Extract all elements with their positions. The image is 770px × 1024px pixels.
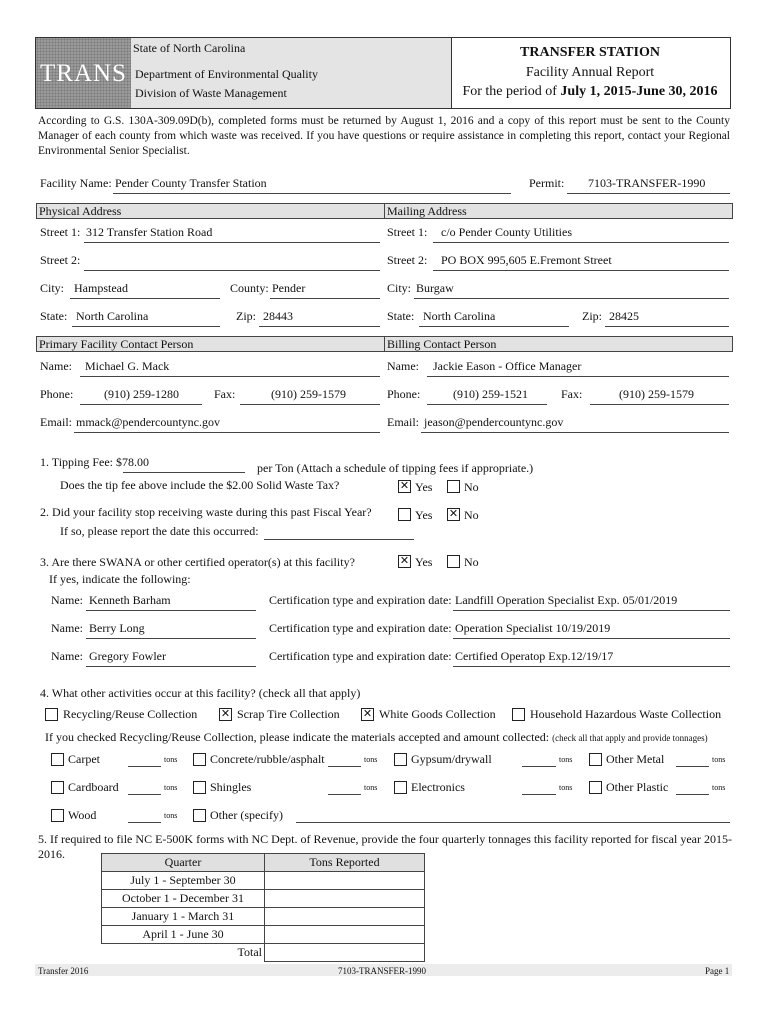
activity-white-goods-label: White Goods Collection (379, 707, 496, 721)
header-right-box (450, 37, 731, 109)
tons-unit: tons (559, 755, 573, 764)
phys-zip-value[interactable]: 28443 (263, 309, 293, 323)
material-concrete-checkbox[interactable] (193, 753, 206, 766)
col-tons: Tons Reported (265, 854, 425, 872)
phys-city-value[interactable]: Hampstead (74, 281, 128, 295)
mail-city-value[interactable]: Burgaw (416, 281, 454, 295)
material-electronics-label: Electronics (411, 780, 465, 794)
tons-unit: tons (164, 811, 178, 820)
form-title: TRANSFER STATION (520, 45, 660, 60)
state-title: State of North Carolina (133, 41, 246, 55)
tons-unit: tons (712, 755, 726, 764)
billing-email-value[interactable]: jeason@pendercountync.gov (424, 415, 564, 429)
facility-name-value[interactable]: Pender County Transfer Station (115, 176, 267, 190)
q2-question: 2. Did your facility stop receiving waste during this past Fiscal Year? (40, 505, 372, 519)
billing-phone-value[interactable]: (910) 259-1521 (453, 387, 528, 401)
tons-cell[interactable] (265, 926, 425, 944)
tons-unit: tons (364, 783, 378, 792)
phys-county-value[interactable]: Pender (272, 281, 306, 295)
quarter-label: April 1 - June 30 (102, 926, 265, 944)
material-other-plastic-label: Other Plastic (606, 780, 669, 794)
material-other-metal-checkbox[interactable] (589, 753, 602, 766)
primary-email-label: Email: (40, 415, 72, 429)
operator-cert-label: Certification type and expiration date: (269, 649, 452, 663)
phys-street2-label: Street 2: (40, 253, 81, 267)
activity-hhw-label: Household Hazardous Waste Collection (530, 707, 722, 721)
report-period: For the period of July 1, 2015-June 30, 2016 (462, 84, 718, 99)
intro-paragraph: According to G.S. 130A-309.09D(b), completed forms must be returned by August 1, 2016 and a copy of this report must be sent to the County Manager of each county from which waste was received. If you have questions or require assistance in completing this report, contact your Regional Environmental Senior Specialist. (38, 115, 730, 157)
col-quarter: Quarter (102, 854, 265, 872)
recycle-prompt: If you checked Recycling/Reuse Collection, please indicate the materials accepted and amount collected: (check all that apply and provide tonnages) (45, 730, 708, 744)
material-concrete-label: Concrete/rubble/asphalt (210, 752, 325, 766)
material-other-label: Other (specify) (210, 808, 283, 822)
mail-street1-value[interactable]: c/o Pender County Utilities (441, 225, 572, 239)
material-cardboard-checkbox[interactable] (51, 781, 64, 794)
tons-cell[interactable] (265, 908, 425, 926)
activity-recycling-checkbox[interactable] (45, 708, 58, 721)
operator-cert-label: Certification type and expiration date: (269, 593, 452, 607)
material-wood-checkbox[interactable] (51, 809, 64, 822)
material-electronics-checkbox[interactable] (394, 781, 407, 794)
mailing-address-header: Mailing Address (384, 203, 733, 219)
total-label: Total (102, 944, 265, 962)
material-gypsum-checkbox[interactable] (394, 753, 407, 766)
permit-value[interactable]: 7103-TRANSFER-1990 (588, 176, 706, 190)
billing-email-label: Email: (387, 415, 419, 429)
mail-state-label: State: (387, 309, 415, 323)
q3-question: 3. Are there SWANA or other certified operator(s) at this facility? (40, 555, 355, 569)
tons-unit: tons (712, 783, 726, 792)
tons-cell[interactable] (265, 872, 425, 890)
q3-no-label: No (464, 555, 479, 569)
operator-cert[interactable]: Operation Specialist 10/19/2019 (455, 621, 611, 635)
q1-no-checkbox[interactable] (447, 480, 460, 493)
trans-logo-text: TRANS (40, 60, 127, 87)
primary-fax-label: Fax: (214, 387, 236, 401)
trans-logo (36, 38, 131, 108)
table-row (102, 872, 425, 890)
table-row (102, 890, 425, 908)
q4-question: 4. What other activities occur at this facility? (check all that apply) (40, 686, 361, 700)
operator-name-label: Name: (51, 621, 83, 635)
mail-city-label: City: (387, 281, 412, 295)
q3-sub: If yes, indicate the following: (49, 572, 191, 586)
q5-question: 5. If required to file NC E-500K forms with NC Dept. of Revenue, provide the four quarterly tonnages this facility reported for fiscal year 2015-2016. (38, 832, 732, 861)
tons-unit: tons (164, 755, 178, 764)
operator-name[interactable]: Gregory Fowler (89, 649, 166, 663)
table-row (102, 908, 425, 926)
activity-scrap-tire-label: Scrap Tire Collection (237, 707, 340, 721)
phys-county-label: County: (230, 281, 269, 295)
activity-white-goods-checkbox[interactable]: ✕ (362, 707, 373, 720)
billing-name-label: Name: (387, 359, 419, 373)
mail-state-value[interactable]: North Carolina (423, 309, 496, 323)
material-carpet-label: Carpet (68, 752, 100, 766)
activity-scrap-tire-checkbox[interactable]: ✕ (220, 707, 231, 720)
operator-cert[interactable]: Certified Operatop Exp.12/19/17 (455, 649, 614, 663)
phys-zip-label: Zip: (236, 309, 256, 323)
q2-yes-label: Yes (415, 508, 433, 522)
mail-zip-label: Zip: (582, 309, 602, 323)
primary-phone-value[interactable]: (910) 259-1280 (104, 387, 179, 401)
mail-street2-value[interactable]: PO BOX 995,605 E.Fremont Street (441, 253, 612, 267)
facility-name-label: Facility Name: (40, 176, 112, 190)
total-cell[interactable] (265, 944, 425, 962)
q1-tipping-fee: 1. Tipping Fee: $78.00 (40, 455, 150, 469)
operator-cert[interactable]: Landfill Operation Specialist Exp. 05/01/2019 (455, 593, 678, 607)
material-other-checkbox[interactable] (193, 809, 206, 822)
q2-no-label: No (464, 508, 479, 522)
tons-cell[interactable] (265, 890, 425, 908)
q3-yes-label: Yes (415, 555, 433, 569)
billing-contact-header: Billing Contact Person (384, 336, 733, 352)
quarter-label: October 1 - December 31 (102, 890, 265, 908)
q2-sub: If so, please report the date this occurred: (60, 524, 259, 538)
q2-no-checkbox[interactable]: ✕ (448, 507, 459, 520)
quarter-label: July 1 - September 30 (102, 872, 265, 890)
phys-state-value[interactable]: North Carolina (76, 309, 149, 323)
operator-name[interactable]: Kenneth Barham (89, 593, 171, 607)
quarter-label: January 1 - March 31 (102, 908, 265, 926)
operator-name-label: Name: (51, 649, 83, 663)
activity-hhw-checkbox[interactable] (512, 708, 525, 721)
material-carpet-checkbox[interactable] (51, 753, 64, 766)
mail-street2-label: Street 2: (387, 253, 428, 267)
operator-cert-label: Certification type and expiration date: (269, 621, 452, 635)
primary-phone-label: Phone: (40, 387, 74, 401)
material-other-metal-label: Other Metal (606, 752, 665, 766)
phys-street1-value[interactable]: 312 Transfer Station Road (86, 225, 213, 239)
billing-name-value[interactable]: Jackie Eason - Office Manager (433, 359, 582, 373)
operator-name-label: Name: (51, 593, 83, 607)
material-shingles-checkbox[interactable] (193, 781, 206, 794)
primary-name-value[interactable]: Michael G. Mack (85, 359, 170, 373)
primary-name-label: Name: (40, 359, 72, 373)
q3-yes-checkbox[interactable]: ✕ (399, 554, 410, 567)
dept-title: Department of Environmental Quality (135, 67, 318, 81)
material-shingles-label: Shingles (210, 780, 252, 794)
material-gypsum-label: Gypsum/drywall (411, 752, 492, 766)
q3-no-checkbox[interactable] (447, 555, 460, 568)
primary-contact-header: Primary Facility Contact Person (36, 336, 385, 352)
footer-left: Transfer 2016 (38, 966, 89, 976)
phys-city-label: City: (40, 281, 65, 295)
material-other-plastic-checkbox[interactable] (589, 781, 602, 794)
billing-fax-label: Fax: (561, 387, 583, 401)
q1-yes-label: Yes (415, 480, 433, 494)
tons-unit: tons (364, 755, 378, 764)
table-row (102, 926, 425, 944)
material-wood-label: Wood (68, 808, 97, 822)
material-cardboard-label: Cardboard (68, 780, 119, 794)
primary-email-value[interactable]: mmack@pendercountync.gov (76, 415, 221, 429)
table-row (102, 944, 425, 962)
division-title: Division of Waste Management (135, 86, 287, 100)
billing-fax-value[interactable]: (910) 259-1579 (619, 387, 694, 401)
physical-address-header: Physical Address (36, 203, 385, 219)
mail-street1-label: Street 1: (387, 225, 428, 239)
activity-recycling-label: Recycling/Reuse Collection (63, 707, 198, 721)
billing-phone-label: Phone: (387, 387, 421, 401)
tons-unit: tons (559, 783, 573, 792)
q1-yes-checkbox[interactable]: ✕ (399, 479, 410, 492)
mail-zip-value[interactable]: 28425 (609, 309, 639, 323)
phys-state-label: State: (40, 309, 68, 323)
q1-no-label: No (464, 480, 479, 494)
phys-street1-label: Street 1: (40, 225, 81, 239)
tons-unit: tons (164, 783, 178, 792)
operator-name[interactable]: Berry Long (89, 621, 145, 635)
footer-center: 7103-TRANSFER-1990 (338, 966, 427, 976)
permit-label: Permit: (529, 176, 565, 190)
form-subtitle: Facility Annual Report (525, 65, 655, 80)
primary-fax-value[interactable]: (910) 259-1579 (271, 387, 346, 401)
quarterly-tonnage-table (101, 853, 425, 962)
q2-yes-checkbox[interactable] (398, 508, 411, 521)
q1-per-ton: per Ton (Attach a schedule of tipping fees if appropriate.) (257, 461, 534, 475)
q1-tax-question: Does the tip fee above include the $2.00 Solid Waste Tax? (60, 478, 340, 492)
footer-page: Page 1 (705, 966, 730, 976)
